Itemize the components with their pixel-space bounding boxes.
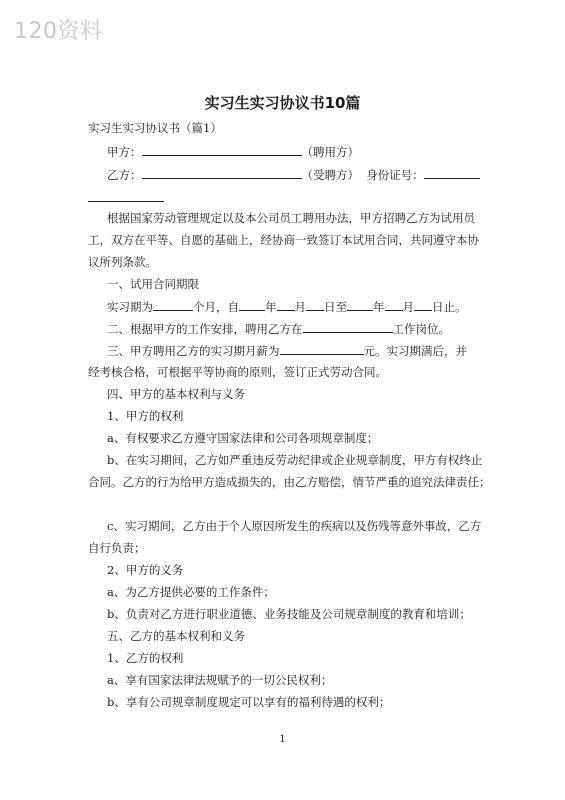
id-number-blank xyxy=(424,166,480,179)
intro-line-3: 议所列条款。 xyxy=(88,255,157,269)
section-1-title: 一、试用合同期限 xyxy=(107,277,199,291)
period-text-b: 个月，自 xyxy=(193,300,239,314)
end-month-blank xyxy=(385,298,403,311)
end-day-blank xyxy=(414,298,432,311)
start-day-blank xyxy=(306,298,324,311)
end-year-blank xyxy=(347,298,373,311)
months-blank xyxy=(153,298,193,311)
section-3-text-a: 三、甲方聘用乙方的实习期月薪为 xyxy=(107,344,280,358)
period-text-g: 月 xyxy=(402,300,414,314)
section-2-text-b: 工作岗位。 xyxy=(392,322,450,336)
section-2-text-a: 二、根据甲方的工作安排，聘用乙方在 xyxy=(107,322,303,336)
section-3-line-2: 经考核合格，可根据平等协商的原则，签订正式劳动合同。 xyxy=(88,365,387,379)
section-4-2: 2、甲方的义务 xyxy=(107,563,184,577)
watermark: 120资料 xyxy=(14,19,103,44)
section-4-1b-line-2: 合同。乙方的行为给甲方造成损失的，由乙方赔偿，情节严重的追究法律责任； xyxy=(88,475,491,489)
section-4-1: 1、甲方的权利 xyxy=(107,409,184,423)
party-b-blank xyxy=(142,166,302,179)
period-text-e: 日至 xyxy=(324,300,347,314)
section-5-title: 五、乙方的基本权利和义务 xyxy=(107,629,245,643)
intro-line-1: 根据国家劳动管理规定以及本公司员工聘用办法，甲方招聘乙方为试用员 xyxy=(107,211,475,225)
section-5-1b: b、享有公司规章制度规定可以享有的福利待遇的权利； xyxy=(107,695,391,709)
period-line xyxy=(107,298,467,315)
party-a-line xyxy=(107,143,359,160)
position-blank xyxy=(303,320,393,333)
section-4-1a: a、有权要求乙方遵守国家法律和公司各项规章制度； xyxy=(107,431,379,445)
document-title: 实习生实习协议书10篇 xyxy=(204,94,361,112)
party-a-label: 甲方： xyxy=(107,145,142,159)
id-number-blank-2 xyxy=(88,189,164,202)
section-2 xyxy=(107,320,450,337)
period-text-f: 年 xyxy=(373,300,385,314)
id-number-continued xyxy=(88,189,164,206)
intro-line-2: 工，双方在平等、自愿的基础上，经协商一致签订本试用合同，共同遵守本协 xyxy=(88,233,479,247)
period-text-h: 日止。 xyxy=(432,300,467,314)
section-4-1b-line-1: b、在实习期间，乙方如严重违反劳动纪律或企业规章制度，甲方有权终止 xyxy=(107,453,483,467)
salary-blank xyxy=(280,342,364,355)
section-5-1a: a、享有国家法律法规赋予的一切公民权利； xyxy=(107,673,333,687)
section-4-2a: a、为乙方提供必要的工作条件； xyxy=(107,585,275,599)
section-4-1c-line-1: c、实习期间，乙方由于个人原因所发生的疾病以及伤残等意外事故，乙方 xyxy=(107,519,482,533)
party-a-blank xyxy=(142,143,302,156)
start-month-blank xyxy=(277,298,295,311)
id-number-label: 身份证号： xyxy=(366,168,424,182)
section-4-2b: b、负责对乙方进行职业道德、业务技能及公司规章制度的教育和培训； xyxy=(107,607,471,621)
section-3-text-b: 元。实习期满后，并 xyxy=(363,344,467,358)
period-text-d: 月 xyxy=(294,300,306,314)
party-b-line xyxy=(107,166,480,183)
section-4-title: 四、甲方的基本权利与义务 xyxy=(107,387,245,401)
section-5-1: 1、乙方的权利 xyxy=(107,651,184,665)
start-year-blank xyxy=(239,298,265,311)
period-text-a: 实习期为 xyxy=(107,300,153,314)
party-a-role: （聘用方） xyxy=(301,145,359,159)
party-b-label: 乙方： xyxy=(107,168,142,182)
page-number: 1 xyxy=(279,734,286,745)
section-3-line-1 xyxy=(107,342,467,359)
party-b-role: （受聘方） xyxy=(301,168,359,182)
section-4-1c-line-2: 自行负责； xyxy=(88,541,146,555)
subtitle: 实习生实习协议书（篇1） xyxy=(88,121,222,135)
period-text-c: 年 xyxy=(265,300,277,314)
